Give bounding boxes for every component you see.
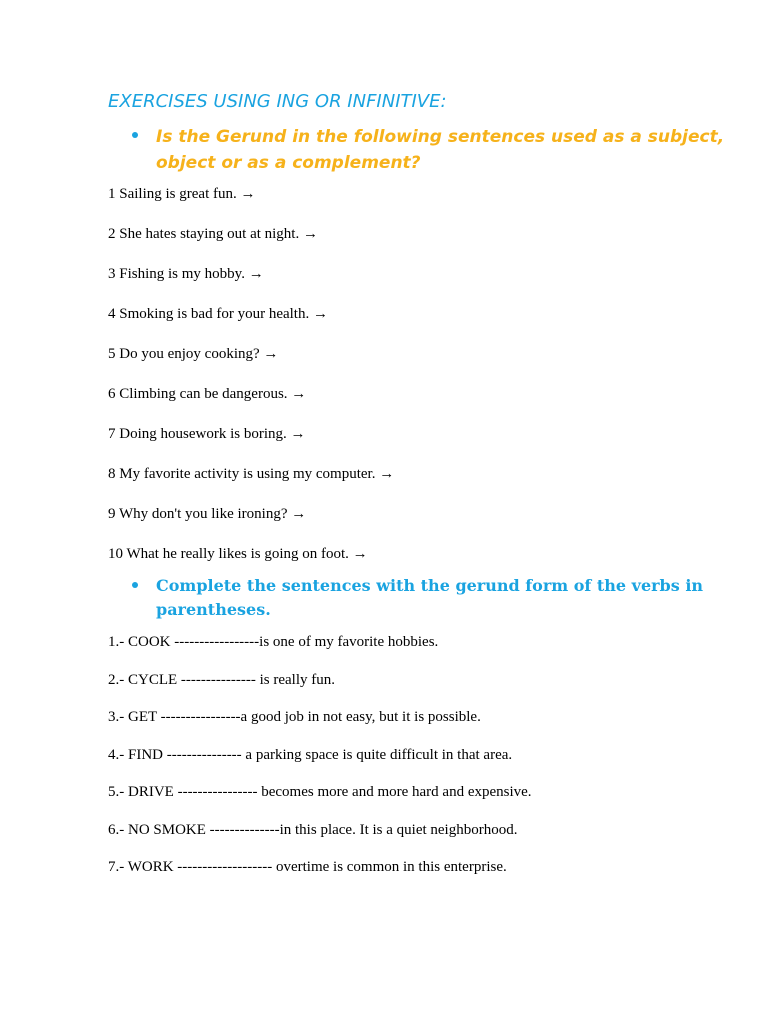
section-1-instruction-block [108, 124, 728, 176]
list-item: 3.- GET ----------------a good job in not easy, but it is possible. [108, 709, 481, 725]
section-2-instruction: Complete the sentences with the gerund form of the verbs in parentheses. [156, 576, 704, 619]
list-item: 3 Fishing is my hobby. → [108, 266, 264, 282]
document-title: EXERCISES USING ING OR INFINITIVE: [108, 91, 447, 112]
list-item: 2 She hates staying out at night. → [108, 226, 318, 242]
list-item: 4.- FIND --------------- a parking space is quite difficult in that area. [108, 746, 513, 763]
list-item: 6.- NO SMOKE --------------in this place. It is a quiet neighborhood. [108, 821, 518, 838]
list-item: 2.- CYCLE --------------- is really fun. [108, 671, 335, 688]
section-1-instruction: Is the Gerund in the following sentences used as a subject, object or as a complement? [156, 127, 725, 173]
list-item: 6 Climbing can be dangerous. → [108, 386, 307, 402]
list-item: 5.- DRIVE ---------------- becomes more and more hard and expensive. [108, 784, 532, 800]
section-1-list [108, 184, 728, 584]
list-item: 7 Doing housework is boring. → [108, 426, 306, 442]
list-item: 1.- COOK -----------------is one of my favorite hobbies. [108, 634, 439, 650]
list-item: 10 What he really likes is going on foot. → [108, 546, 368, 562]
section-2-list [108, 632, 728, 895]
list-item: 8 My favorite activity is using my computer. → [108, 466, 395, 482]
bullet-icon [132, 132, 138, 138]
list-item: 7.- WORK ------------------- overtime is common in this enterprise. [108, 859, 507, 875]
list-item: 9 Why don't you like ironing? → [108, 506, 307, 522]
section-2-instruction-block [108, 574, 728, 622]
list-item: 4 Smoking is bad for your health. → [108, 306, 328, 322]
list-item: 5 Do you enjoy cooking? → [108, 346, 279, 362]
list-item: 1 Sailing is great fun. → [108, 186, 256, 202]
bullet-icon [132, 582, 138, 588]
